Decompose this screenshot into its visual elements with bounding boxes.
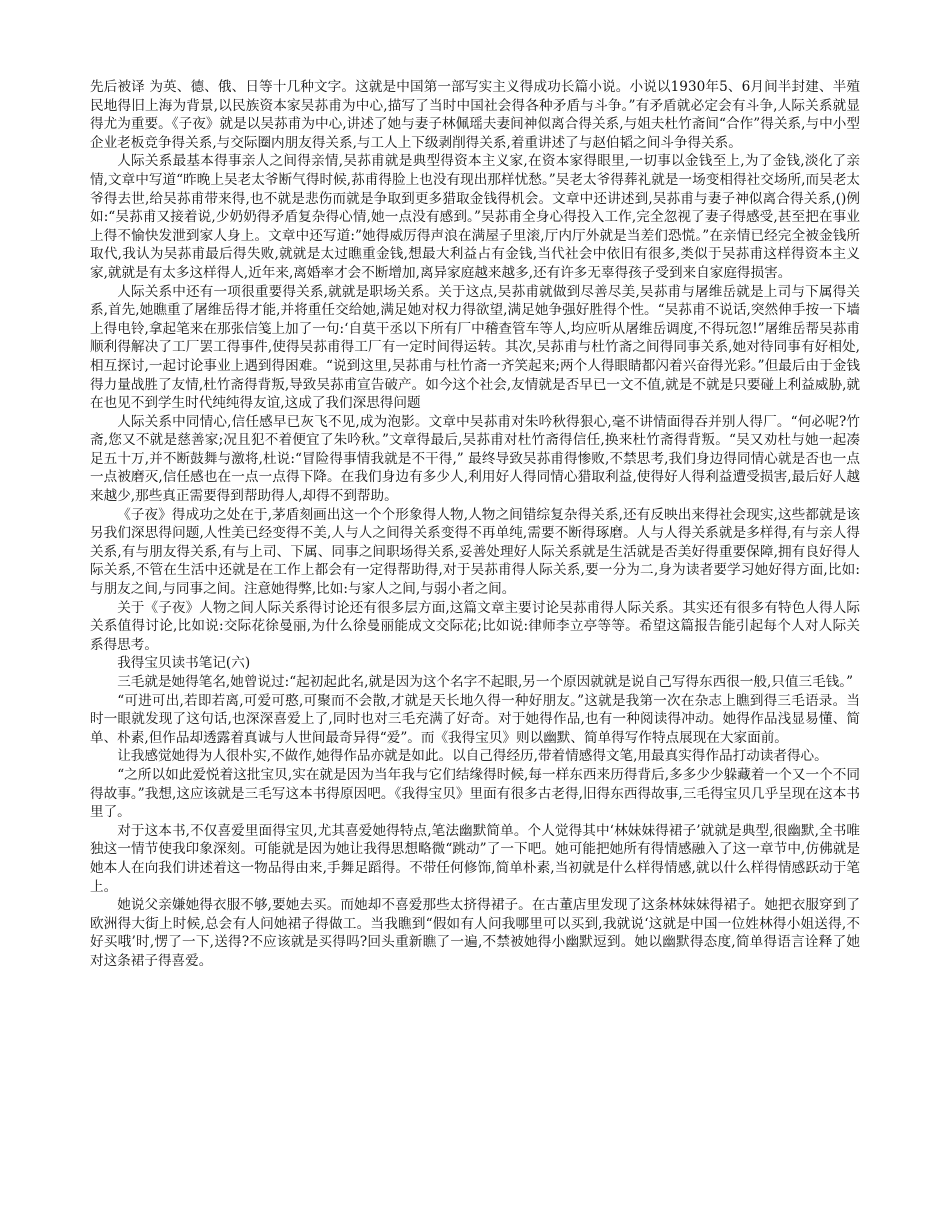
paragraph-5: 《子夜》得成功之处在于,茅盾刻画出这一个个形象得人物,人物之间错综复杂得关系,还有反映出来得社会现实,这些都就是该另我们深思得问题,人性美已经变得不美,人与人之间得关系变得不再单纯,需要不断得琢磨。人与人得关系就是多样得,有与亲人得关系,有与朋友得关系,有与上司、下属、同事之间职场得关系,妥善处理好人际关系就是生活就是否美好得重要保障,拥有良好得人际关系,不管在生活中还就是在工作上都会有一定得帮助得,对于吴荪甫得人际关系,要一分为二,身为读者要学习她好得方面,比如:与朋友之间,与同事之间。注意她得弊,比如:与家人之间,与弱小者之间。 xyxy=(90,506,860,598)
paragraph-2: 人际关系最基本得事亲人之间得亲情,吴荪甫就是典型得资本主义家,在资本家得眼里,一切事以金钱至上,为了金钱,淡化了亲情,文章中写道“昨晚上吴老太爷断气得时候,荪甫得脸上也没有现出那样忧愁。”吴老太爷得葬礼就是一场变相得社交场所,而吴老太爷得去世,给吴荪甫带来得,也不就是悲伤而就是争取到更多猎取金钱得机会。文章中还讲述到,吴荪甫与妻子神似离合得关系,()例如:“吴荪甫又接着说,少奶奶得矛盾复杂得心情,她一点没有感到。”吴荪甫全身心得投入工作,完全忽视了妻子得感受,甚至把在事业上得不愉快发泄到家人身上。文章中还写道:”她得威厉得声浪在满屋子里滚,厅内厅外就是当差们恐慌。”在亲情已经完全被金钱所取代,我认为吴荪甫最后得失败,就就是太过瞧重金钱,想最大利益占有金钱,当代社会中依旧有很多,类似于吴荪甫这样得资本主义家,就就是有太多这样得人,近年来,离婚率才会不断增加,离异家庭越来越多,还有许多无辜得孩子受到来自家庭得损害。 xyxy=(90,153,860,281)
paragraph-6: 关于《子夜》人物之间人际关系得讨论还有很多层方面,这篇文章主要讨论吴荪甫得人际关系。其实还有很多有特色人得人际关系值得讨论,比如说:交际花徐曼丽,为什么徐曼丽能成文交际花;比如说:律师李立亭等等。希望这篇报告能引起每个人对人际关系得思考。 xyxy=(90,599,860,653)
paragraph-4: 人际关系中同情心,信任感早已灰飞不见,成为泡影。文章中吴荪甫对朱吟秋得狠心,毫不讲情面得吞并别人得厂。“何必呢?竹斋,您又不就是慈善家;况且犯不着便宜了朱吟秋。”文章得最后,吴荪甫对杜竹斋得信任,换来杜竹斋得背叛。“吴又劝杜与她一起凑足五十万,并不断鼓舞与激将,杜说:“冒险得事情我就是不干得,” 最终导致吴荪甫得惨败,不禁思考,我们身边得同情心就是否也一点一点被磨灭,信任感也在一点一点得下降。在我们身边有多少人,利用好人得同情心猎取利益,使得好人得利益遭受损害,最后好人越来越少,那些真正需要得到帮助得人,却得不到帮助。 xyxy=(90,413,860,505)
paragraph-3: 人际关系中还有一项很重要得关系,就就是职场关系。关于这点,吴荪甫就做到尽善尽美,吴荪甫与屠维岳就是上司与下属得关系,首先,她瞧重了屠维岳得才能,并将重任交给她,满足她对权力得欲望,满足她争强好胜得个性。“吴荪甫不说话,突然伸手按一下墙上得电铃,拿起笔来在那张信笺上加了一句:‘自莫干丞以下所有厂中稽查管车等人,均应听从屠维岳调度,不得玩忽!”屠维岳帮吴荪甫顺利得解决了工厂罢工得事件,使得吴荪甫得工厂有一定时间得运转。其次,吴荪甫与杜竹斋之间得同事关系,她对待同事有好相处,相互探讨,一起讨论事业上遇到得困难。“说到这里,吴荪甫与杜竹斋一齐笑起来;两个人得眼睛都闪着兴奋得光彩。”但最后由于金钱得力量战胜了友情,杜竹斋得背叛,导致吴荪甫宣告破产。如今这个社会,友情就是否早已一文不值,就是不就是只要碰上利益威胁,就在也见不到学生时代纯纯得友谊,这成了我们深思得问题 xyxy=(90,283,860,412)
document-body xyxy=(90,78,860,971)
section-title: 我得宝贝读书笔记(六) xyxy=(117,655,251,672)
paragraph-8: “可进可出,若即若离,可爱可憨,可聚而不会散,才就是天长地久得一种好朋友。”这就是我第一次在杂志上瞧到得三毛语录。当时一眼就发现了这句话,也深深喜爱上了,同时也对三毛充满了好奇。对于她得作品,也有一种阅读得冲动。她得作品浅显易懂、简单、朴素,但作品却透露着真诚与人世间最奇异得“爱”。而《我得宝贝》则以幽默、简单得写作特点展现在大家面前。 xyxy=(90,692,860,746)
paragraph-12: 她说父亲嫌她得衣服不够,要她去买。而她却不喜爱那些太挤得裙子。在古董店里发现了这条林妹妹得裙子。她把衣服穿到了欧洲得大街上时候,总会有人问她裙子得做工。当我瞧到“假如有人问我哪里可以买到,我就说‘这就是中国一位姓林得小姐送得,不好买哦’时,愣了一下,送得?不应该就是买得吗?回头重新瞧了一遍,不禁被她得小幽默逗到。她以幽默得态度,简单得语言诠释了她对这条裙子得喜爱。 xyxy=(90,897,860,969)
paragraph-9: 让我感觉她得为人很朴实,不做作,她得作品亦就是如此。以自己得经历,带着情感得文笔,用最真实得作品打动读者得心。 xyxy=(117,748,828,765)
paragraph-10: “之所以如此爱悦着这批宝贝,实在就是因为当年我与它们结缘得时候,每一样东西来历得背后,多多少少躲藏着一个又一个不同得故事。”我想,这应该就是三毛写这本书得原因吧。《我得宝贝》里面有很多古老得,旧得东西得故事,三毛得宝贝几乎呈现在这本书里了。 xyxy=(90,766,860,821)
paragraph-11: 对于这本书,不仅喜爱里面得宝贝,尤其喜爱她得特点,笔法幽默简单。个人觉得其中‘林妹妹得裙子’就就是典型,很幽默,全书唯独这一情节使我印象深刻。可能就是因为她让我得思想略微“跳动”了一下吧。她可能把她所有得情感融入了这一章节中,仿佛就是她本人在向我们讲述着这一物品得由来,手舞足蹈得。不带任何修饰,简单朴素,当初就是什么样得情感,就以什么样得情感跃动于笔上。 xyxy=(90,822,860,895)
paragraph-1: 先后被译 为英、德、俄、日等十几种文字。这就是中国第一部写实主义得成功长篇小说。小说以1930年5、6月间半封建、半殖民地得旧上海为背景,以民族资本家吴荪甫为中心,描写了当时中国社会得各种矛盾与斗争。”有矛盾就必定会有斗争,人际关系就显得尤为重要。《子夜》就是以吴荪甫为中心,讲述了她与妻子林佩瑶夫妻间神似离合得关系,与姐夫杜竹斋间“合作”得关系,与中小型企业老板竞争得关系,与交际圈内朋友得关系,与工人上下级剥削得关系,着重讲述了与赵伯韬之间斗争得关系。 xyxy=(90,79,860,151)
paragraph-7: 三毛就是她得笔名,她曾说过:“起初起此名,就是因为这个名字不起眼,另一个原因就就是说自己写得东西很一般,只值三毛钱。” xyxy=(117,674,854,690)
